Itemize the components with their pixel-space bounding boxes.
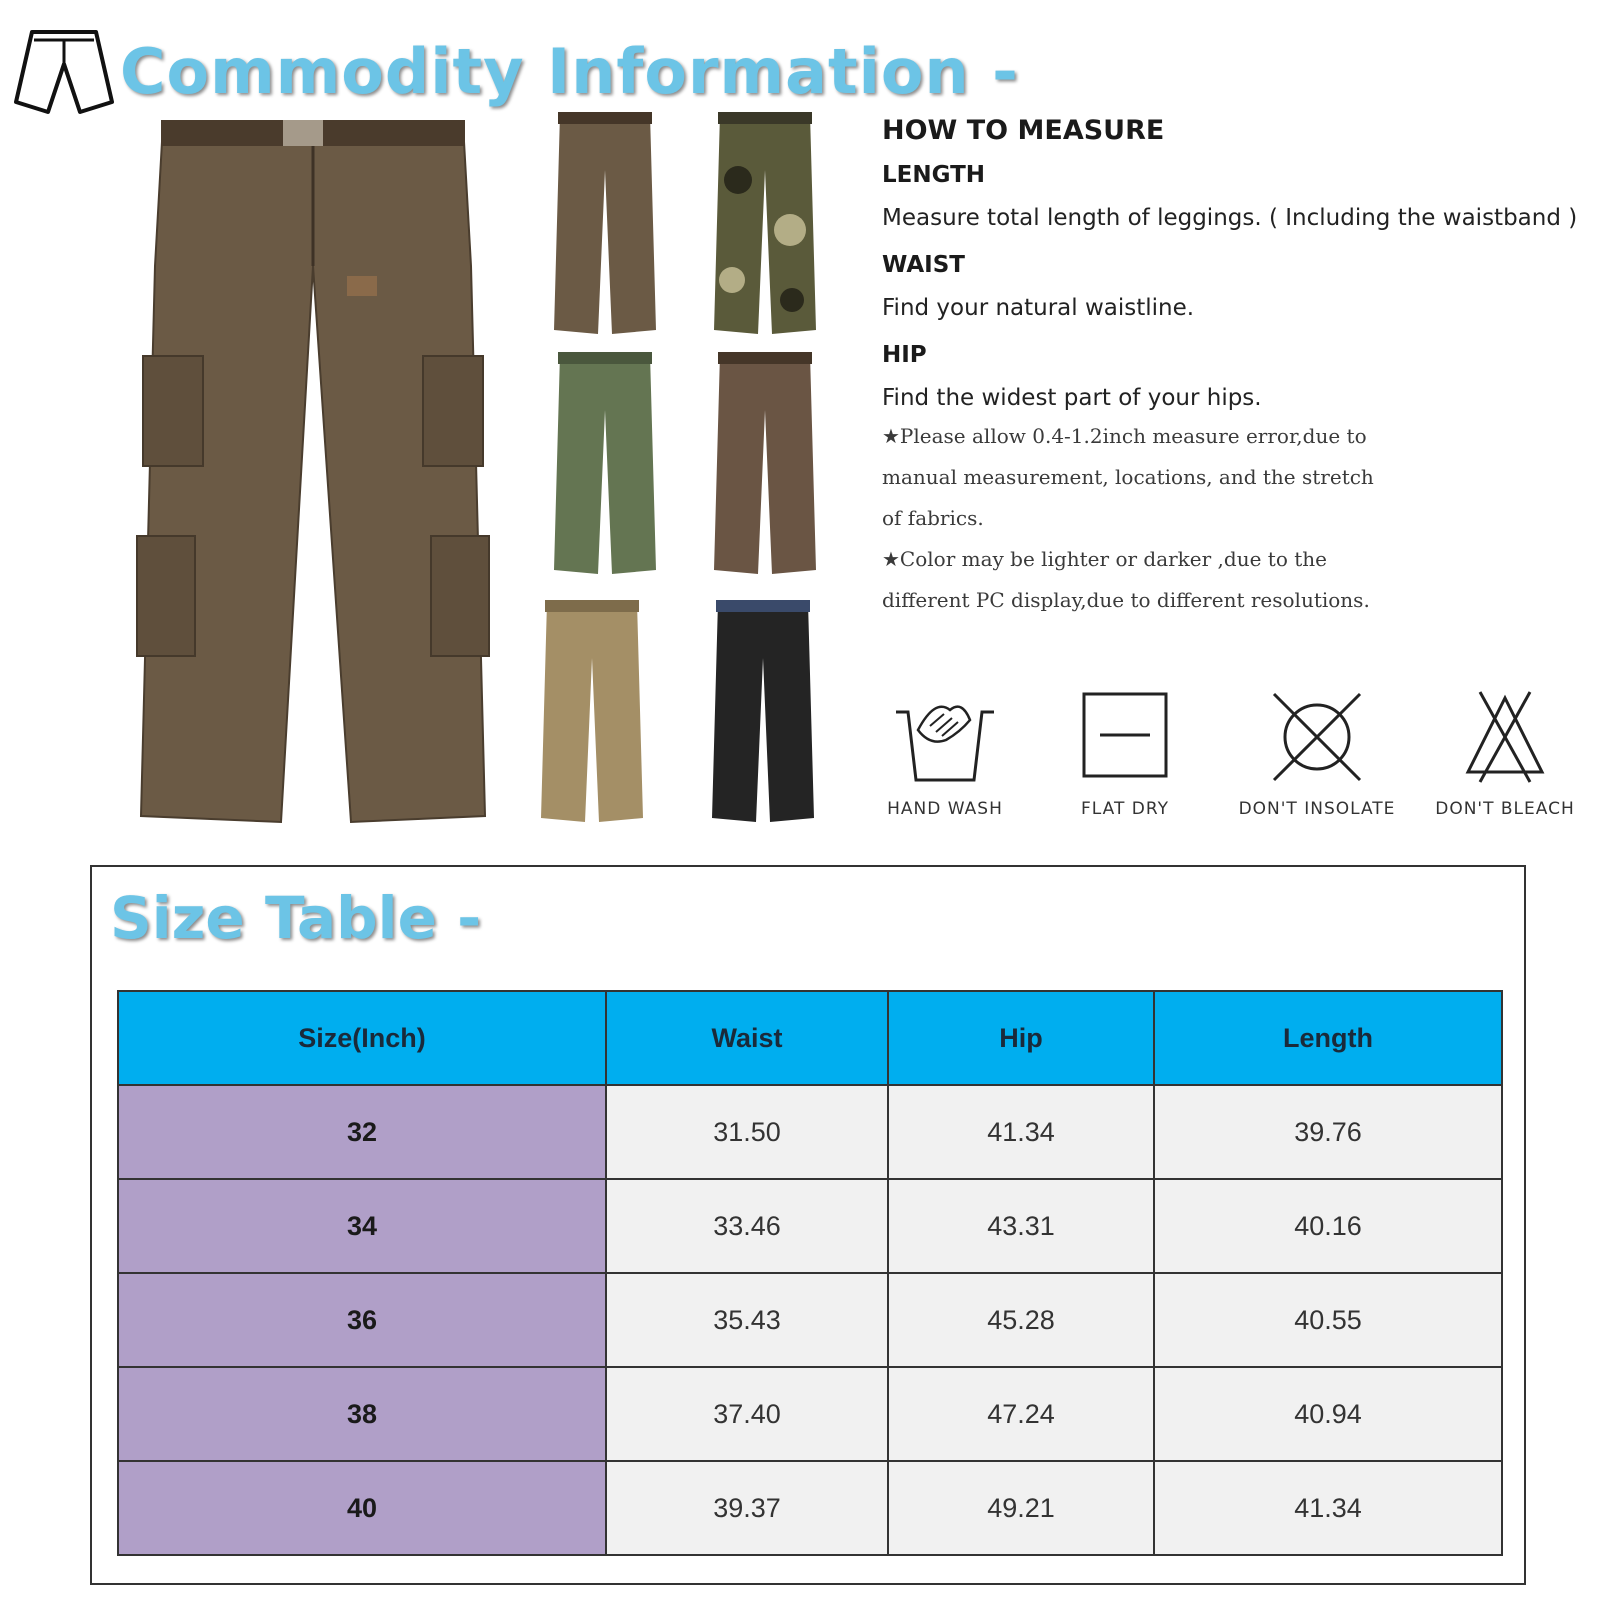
table-header-row xyxy=(118,991,1502,1085)
hand-wash-icon xyxy=(890,690,1000,785)
size-table-title: Size Table - xyxy=(110,884,482,952)
measure-heading: HOW TO MEASURE xyxy=(882,115,1165,146)
table-row xyxy=(118,1085,1502,1179)
column-header-length: Length xyxy=(1154,991,1502,1085)
column-header-hip: Hip xyxy=(888,991,1154,1085)
product-thumbnail-army-green xyxy=(550,350,660,580)
waist-cell: 33.46 xyxy=(606,1179,888,1273)
size-cell: 38 xyxy=(118,1367,606,1461)
size-cell: 40 xyxy=(118,1461,606,1555)
table-row xyxy=(118,1273,1502,1367)
hip-cell: 43.31 xyxy=(888,1179,1154,1273)
care-dont-insolate xyxy=(1232,690,1402,819)
hip-text: Find the widest part of your hips. xyxy=(882,385,1262,411)
product-thumbnail-black xyxy=(708,598,818,828)
length-cell: 40.16 xyxy=(1154,1179,1502,1273)
dont-bleach-icon xyxy=(1450,690,1560,785)
hip-cell: 41.34 xyxy=(888,1085,1154,1179)
note-measure-error-3: of fabrics. xyxy=(882,506,984,530)
waist-text: Find your natural waistline. xyxy=(882,295,1195,321)
flat-dry-icon xyxy=(1070,690,1180,785)
note-color-2: different PC display,due to different resolutions. xyxy=(882,588,1370,612)
product-thumbnail-khaki xyxy=(537,598,647,828)
note-measure-error-1: ★Please allow 0.4-1.2inch measure error,due to xyxy=(882,424,1367,448)
column-header-size: Size(Inch) xyxy=(118,991,606,1085)
table-row xyxy=(118,1461,1502,1555)
hip-cell: 47.24 xyxy=(888,1367,1154,1461)
care-label: HAND WASH xyxy=(887,799,1003,819)
column-header-waist: Waist xyxy=(606,991,888,1085)
waist-cell: 37.40 xyxy=(606,1367,888,1461)
length-cell: 39.76 xyxy=(1154,1085,1502,1179)
hip-cell: 45.28 xyxy=(888,1273,1154,1367)
waist-cell: 35.43 xyxy=(606,1273,888,1367)
care-label: DON'T BLEACH xyxy=(1435,799,1575,819)
product-thumbnail-camo xyxy=(710,110,820,340)
hip-cell: 49.21 xyxy=(888,1461,1154,1555)
note-measure-error-2: manual measurement, locations, and the stretch xyxy=(882,465,1374,489)
hip-label: HIP xyxy=(882,342,927,368)
care-dont-bleach xyxy=(1420,690,1590,819)
care-label: FLAT DRY xyxy=(1081,799,1169,819)
care-hand-wash xyxy=(860,690,1030,819)
product-thumbnail-brown-2 xyxy=(710,350,820,580)
how-to-measure-section xyxy=(882,112,1592,621)
shorts-icon xyxy=(14,30,114,116)
length-cell: 41.34 xyxy=(1154,1461,1502,1555)
waist-cell: 31.50 xyxy=(606,1085,888,1179)
note-color-1: ★Color may be lighter or darker ,due to the xyxy=(882,547,1327,571)
waist-label: WAIST xyxy=(882,252,965,278)
size-cell: 32 xyxy=(118,1085,606,1179)
size-cell: 36 xyxy=(118,1273,606,1367)
page-title: Commodity Information - xyxy=(120,35,1019,108)
length-cell: 40.55 xyxy=(1154,1273,1502,1367)
length-text: Measure total length of leggings. ( Including the waistband ) xyxy=(882,205,1578,231)
table-row xyxy=(118,1367,1502,1461)
product-thumbnail-brown xyxy=(550,110,660,340)
size-cell: 34 xyxy=(118,1179,606,1273)
table-row xyxy=(118,1179,1502,1273)
care-label: DON'T INSOLATE xyxy=(1238,799,1396,819)
hero-product-image xyxy=(133,116,493,836)
care-flat-dry xyxy=(1040,690,1210,819)
dont-insolate-icon xyxy=(1262,690,1372,785)
length-cell: 40.94 xyxy=(1154,1367,1502,1461)
waist-cell: 39.37 xyxy=(606,1461,888,1555)
size-table xyxy=(117,990,1503,1556)
length-label: LENGTH xyxy=(882,162,986,188)
